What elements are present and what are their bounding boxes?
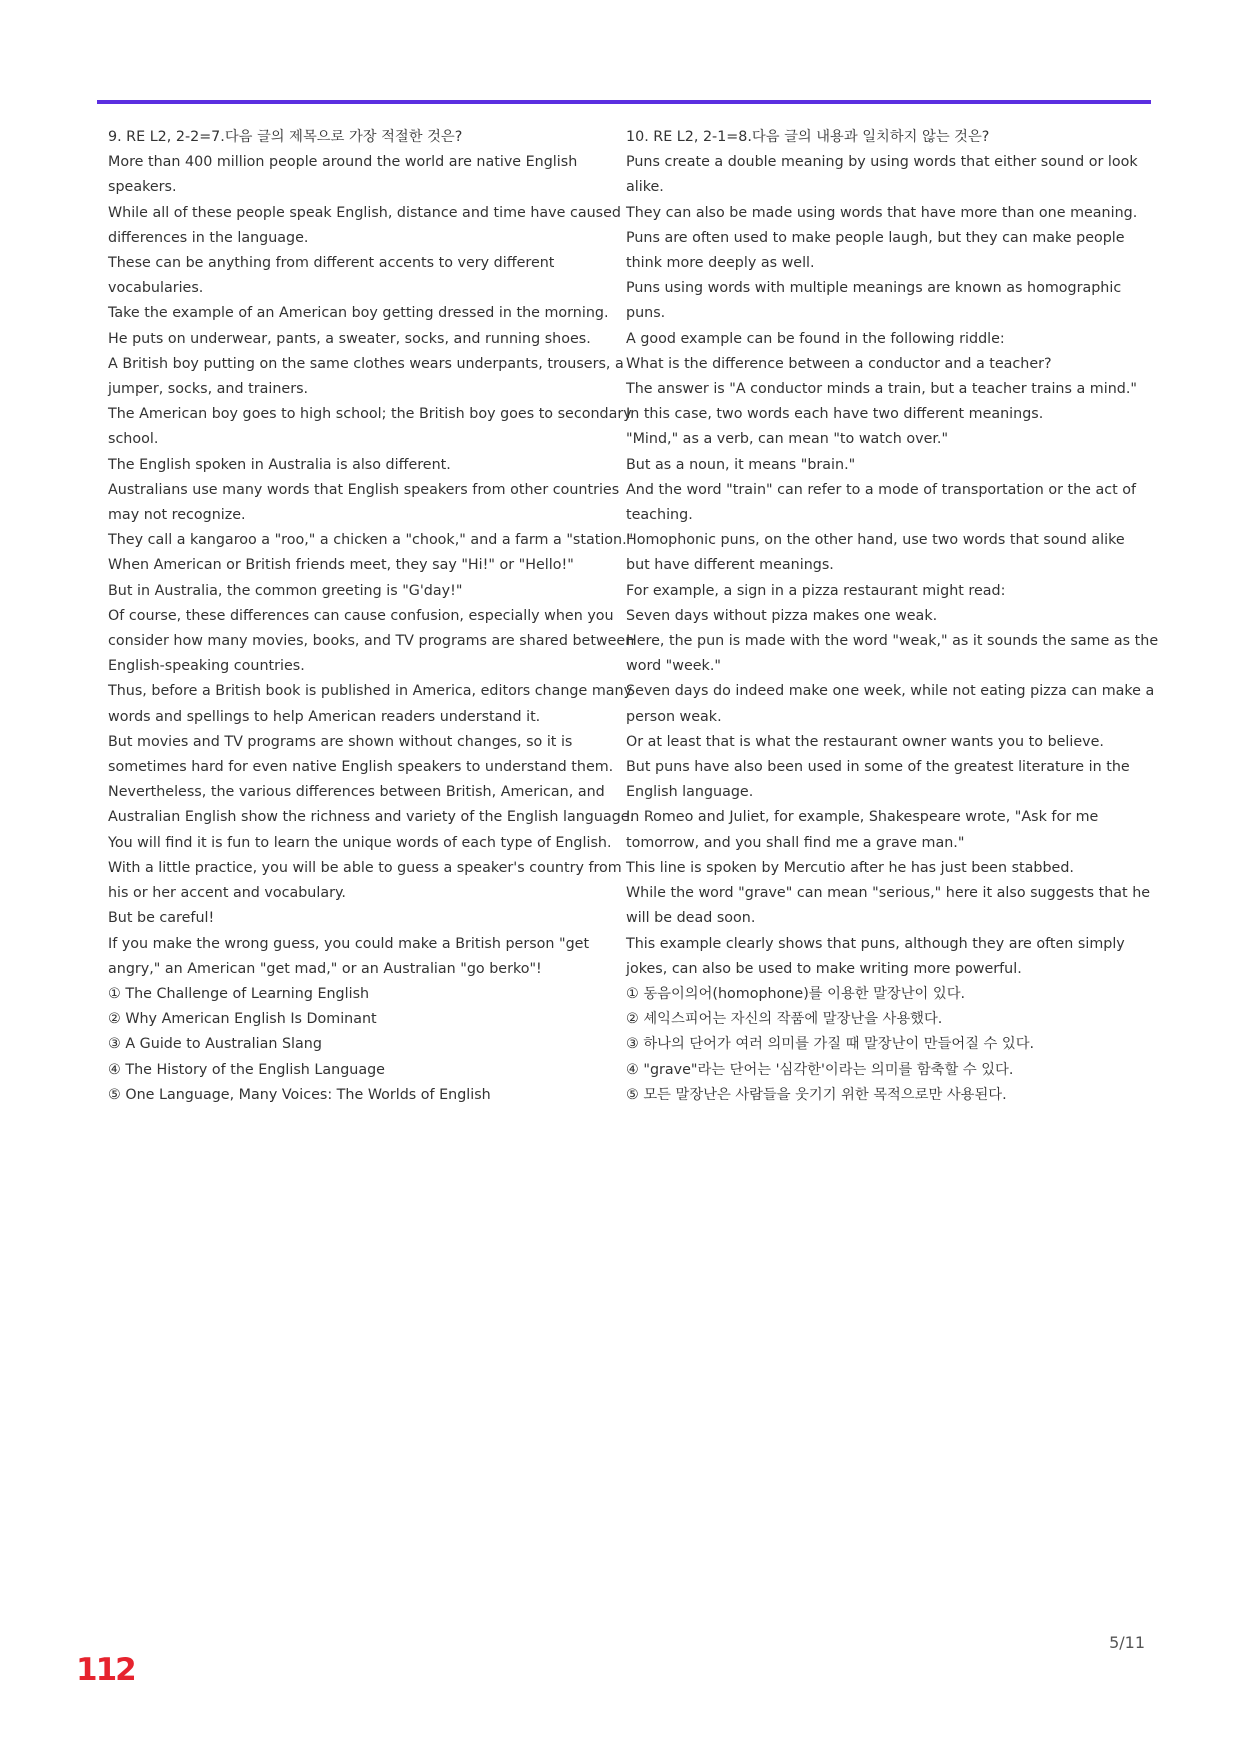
passage-line: But movies and TV programs are shown without changes, so it is: [108, 733, 573, 750]
answer-option-3: ③ 하나의 단어가 여러 의미를 가질 때 말장난이 만들어질 수 있다.: [626, 1036, 1035, 1053]
passage-line: The answer is "A conductor minds a train, but a teacher trains a mind.": [626, 381, 1137, 398]
answer-option-1: ① 동음이의어(homophone)를 이용한 말장난이 있다.: [626, 985, 966, 1002]
passage-line: But be careful!: [108, 910, 215, 927]
answer-option-3: ③ A Guide to Australian Slang: [108, 1036, 322, 1053]
passage-line: You will find it is fun to learn the unique words of each type of English.: [108, 834, 612, 851]
question-10-options: [626, 982, 1134, 1108]
passage-line: Puns create a double meaning by using words that either sound or look: [626, 154, 1138, 171]
passage-line: sometimes hard for even native English speakers to understand them.: [108, 759, 614, 776]
passage-line: For example, a sign in a pizza restaurant might read:: [626, 582, 1006, 599]
passage-line: They can also be made using words that have more than one meaning.: [626, 204, 1138, 221]
passage-line: jumper, socks, and trainers.: [108, 381, 309, 398]
passage-line: Seven days without pizza makes one weak.: [626, 607, 938, 624]
passage-line: teaching.: [626, 507, 693, 524]
passage-line: his or her accent and vocabulary.: [108, 885, 346, 902]
passage-line: But as a noun, it means "brain.": [626, 456, 856, 473]
question-9-options: [108, 982, 614, 1108]
passage-line: English-speaking countries.: [108, 658, 305, 675]
passage-line: tomorrow, and you shall find me a grave man.": [626, 834, 965, 851]
passage-line: In Romeo and Juliet, for example, Shakespeare wrote, "Ask for me: [626, 809, 1099, 826]
answer-option-5: ⑤ 모든 말장난은 사람들을 웃기기 위한 목적으로만 사용된다.: [626, 1086, 1007, 1103]
answer-option-2: ② Why American English Is Dominant: [108, 1011, 377, 1028]
passage-line: These can be anything from different accents to very different: [108, 255, 555, 272]
brand-logo: 112: [76, 1652, 135, 1688]
question-9-title: 9. RE L2, 2-2=7.다음 글의 제목으로 가장 적절한 것은?: [108, 129, 463, 145]
top-divider: [97, 100, 1151, 104]
passage-line: When American or British friends meet, they say "Hi!" or "Hello!": [108, 557, 574, 574]
passage-line: but have different meanings.: [626, 557, 834, 574]
passage-line: With a little practice, you will be able to guess a speaker's country from: [108, 859, 622, 876]
passage-line: This example clearly shows that puns, although they are often simply: [626, 935, 1125, 952]
passage-line: More than 400 million people around the world are native English: [108, 154, 578, 171]
passage-line: angry," an American "get mad," or an Australian "go berko"!: [108, 960, 542, 977]
passage-line: jokes, can also be used to make writing more powerful.: [626, 960, 1022, 977]
passage-line: Of course, these differences can cause confusion, especially when you: [108, 607, 614, 624]
passage-line: Homophonic puns, on the other hand, use two words that sound alike: [626, 532, 1125, 549]
passage-line: Puns are often used to make people laugh, but they can make people: [626, 229, 1125, 246]
passage-line: Nevertheless, the various differences between British, American, and: [108, 784, 605, 801]
question-9-passage: [108, 150, 635, 982]
question-9-column: [108, 125, 635, 1108]
passage-line: But puns have also been used in some of the greatest literature in the: [626, 759, 1130, 776]
passage-line: vocabularies.: [108, 280, 204, 297]
passage-line: They call a kangaroo a "roo," a chicken a "chook," and a farm a "station.": [108, 532, 634, 549]
passage-line: Australians use many words that English speakers from other countries: [108, 481, 620, 498]
passage-line: The English spoken in Australia is also different.: [108, 456, 451, 473]
passage-line: puns.: [626, 305, 666, 322]
passage-line: In this case, two words each have two different meanings.: [626, 406, 1044, 423]
passage-line: Here, the pun is made with the word "weak," as it sounds the same as the: [626, 633, 1159, 650]
answer-option-4: ④ "grave"라는 단어는 '심각한'이라는 의미를 함축할 수 있다.: [626, 1061, 1014, 1078]
passage-line: speakers.: [108, 179, 177, 196]
passage-line: words and spellings to help American readers understand it.: [108, 708, 541, 725]
page-number: 5/11: [1109, 1633, 1145, 1652]
answer-option-4: ④ The History of the English Language: [108, 1061, 385, 1078]
passage-line: school.: [108, 431, 159, 448]
passage-line: Or at least that is what the restaurant owner wants you to believe.: [626, 733, 1104, 750]
passage-line: differences in the language.: [108, 229, 309, 246]
passage-line: Puns using words with multiple meanings are known as homographic: [626, 280, 1122, 297]
question-10-column: [626, 125, 1159, 1108]
answer-option-1: ① The Challenge of Learning English: [108, 985, 370, 1002]
passage-line: Thus, before a British book is published in America, editors change many: [108, 683, 633, 700]
passage-line: Seven days do indeed make one week, while not eating pizza can make a: [626, 683, 1155, 700]
passage-line: Australian English show the richness and variety of the English language.: [108, 809, 635, 826]
question-10-title: 10. RE L2, 2-1=8.다음 글의 내용과 일치하지 않는 것은?: [626, 129, 990, 145]
passage-line: But in Australia, the common greeting is "G'day!": [108, 582, 463, 599]
passage-line: English language.: [626, 784, 754, 801]
passage-line: He puts on underwear, pants, a sweater, socks, and running shoes.: [108, 330, 591, 347]
passage-line: This line is spoken by Mercutio after he has just been stabbed.: [626, 859, 1074, 876]
passage-line: And the word "train" can refer to a mode of transportation or the act of: [626, 481, 1137, 498]
passage-line: person weak.: [626, 708, 722, 725]
passage-line: What is the difference between a conductor and a teacher?: [626, 355, 1052, 372]
passage-line: While the word "grave" can mean "serious," here it also suggests that he: [626, 885, 1151, 902]
passage-line: If you make the wrong guess, you could make a British person "get: [108, 935, 590, 952]
passage-line: alike.: [626, 179, 664, 196]
question-10-passage: [626, 150, 1159, 982]
passage-line: word "week.": [626, 658, 721, 675]
passage-line: think more deeply as well.: [626, 255, 815, 272]
passage-line: A good example can be found in the following riddle:: [626, 330, 1005, 347]
passage-line: may not recognize.: [108, 507, 246, 524]
passage-line: will be dead soon.: [626, 910, 756, 927]
passage-line: Take the example of an American boy getting dressed in the morning.: [108, 305, 609, 322]
answer-option-5: ⑤ One Language, Many Voices: The Worlds of English: [108, 1086, 491, 1103]
passage-line: While all of these people speak English, distance and time have caused: [108, 204, 621, 221]
passage-line: consider how many movies, books, and TV programs are shared between: [108, 633, 635, 650]
passage-line: A British boy putting on the same clothes wears underpants, trousers, a: [108, 355, 624, 372]
passage-line: The American boy goes to high school; the British boy goes to secondary: [108, 406, 632, 423]
passage-line: "Mind," as a verb, can mean "to watch over.": [626, 431, 949, 448]
answer-option-2: ② 셰익스피어는 자신의 작품에 말장난을 사용했다.: [626, 1011, 943, 1028]
